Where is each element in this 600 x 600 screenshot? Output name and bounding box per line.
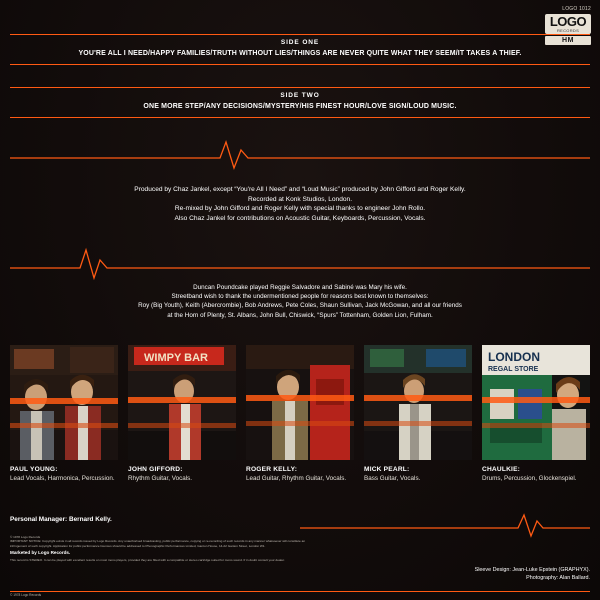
catalog-number: LOGO 1012 (562, 6, 591, 12)
band-member-caption (246, 465, 361, 483)
thanks-credit-line: Roy (Big Youth), Keith (Abercrombie), Bob Andrews, Pete Coles, Shaun Sullivan, Jack McGowan, and all our friends (138, 302, 462, 310)
legal-copyright: © 1978 Logo Records (10, 535, 41, 539)
bottom-copyright: © 1978 Logo Records (10, 593, 42, 597)
production-credit-line: Recorded at Konk Studios, London. (247, 195, 353, 203)
member-role: Rhythm Guitar, Vocals. (128, 475, 193, 482)
band-member-caption (364, 465, 474, 483)
divider-rule-3 (10, 87, 590, 88)
legal-notice-text: IMPORTANT NOTICE: Copyright exists in all records issued by Logo Records. Any unauthorised broadcasting, public performance, copying or re-recording of such records in any manner whatsoever will constitute an infringement of such copyright. Application for public performance licences should be addressed to Phonographic Performances Limited, Ganton House, 14-22 Ganton Street, London W1. (10, 539, 306, 548)
thanks-credits (0, 283, 600, 320)
side-two-tracklist: ONE MORE STEP/ANY DECISIONS/MYSTERY/HIS FINEST HOUR/LOVE SIGN/LOUD MUSIC. (143, 103, 457, 110)
production-credits (0, 185, 600, 223)
band-member-caption (482, 465, 597, 483)
photography-credit: Photography: Alan Ballard. (526, 575, 590, 581)
member-role: Lead Guitar, Rhythm Guitar, Vocals. (246, 475, 347, 482)
sleeve-credits (475, 566, 590, 582)
svg-text:REGAL STORE: REGAL STORE (488, 366, 539, 373)
personal-manager: Personal Manager: Bernard Kelly. (10, 516, 112, 523)
legal-stereo-text: This record is STEREO. It can be played with excellent results on most mono players, provided they are fitted with a compatible or stereo cartridge suited for mono sound. If in doubt consult your dealer. (10, 558, 285, 563)
waveform-line-3 (300, 512, 590, 538)
divider-rule-1 (10, 34, 590, 35)
production-credit-line: Also Chaz Jankel for contributions on Acoustic Guitar, Keyboards, Percussion, Vocals. (174, 214, 426, 222)
member-name: CHAULKIE: (482, 466, 521, 473)
svg-text:LONDON: LONDON (488, 350, 540, 364)
member-name: PAUL YOUNG: (10, 466, 58, 473)
divider-rule-2 (10, 64, 590, 65)
side-two-block (0, 92, 600, 110)
side-one-heading: SIDE ONE (280, 39, 320, 46)
production-credit-line: Re-mixed by John Gifford and Roger Kelly with special thanks to engineer John Rollo. (174, 205, 426, 213)
member-name: MICK PEARL: (364, 466, 410, 473)
member-name: JOHN GIFFORD: (128, 466, 183, 473)
production-credit-line: Produced by Chaz Jankel, except “You're All I Need” and “Loud Music” produced by John Gifford and Roger Kelly. (134, 186, 466, 193)
waveform-line-1 (10, 138, 590, 170)
thanks-credit-line: at the Horn of Plenty, St. Albans, John Bull, Chiswick, “Spurs” Tottenham, Golden Lion, Fulham. (167, 311, 433, 319)
band-member-photo (246, 345, 354, 460)
side-one-tracklist: YOU'RE ALL I NEED/HAPPY FAMILIES/TRUTH WITHOUT LIES/THINGS ARE NEVER QUITE WHAT THEY SEEM/IT TAKES A THIEF. (78, 50, 522, 57)
divider-rule-4 (10, 117, 590, 118)
band-member-photo (364, 345, 472, 460)
waveform-line-2 (10, 246, 590, 280)
band-member-caption (10, 465, 120, 483)
band-member-photo (482, 345, 590, 460)
thanks-credit-line: Streetband wish to thank the undermentioned people for reasons best known to themselves: (171, 293, 429, 301)
label-sub: RECORDS (556, 28, 580, 33)
band-member-caption (128, 465, 238, 483)
hm-badge: HM (545, 36, 591, 45)
marketed-by: Marketed by Logo Records. (10, 549, 71, 555)
legal-notice (10, 535, 310, 562)
sleeve-design-credit: Sleeve Design: Jean-Luke Epstein (GRAPHYX). (474, 567, 590, 573)
member-role: Bass Guitar, Vocals. (364, 475, 421, 482)
member-role: Drums, Percussion, Glockenspiel. (482, 475, 577, 482)
logo-badge (545, 14, 591, 34)
label-name: LOGO (549, 14, 587, 29)
band-member-photo (10, 345, 118, 460)
side-one-block (0, 39, 600, 57)
member-role: Lead Vocals, Harmonica, Percussion. (10, 475, 115, 482)
svg-text:WIMPY BAR: WIMPY BAR (144, 352, 208, 364)
side-two-heading: SIDE TWO (280, 92, 320, 99)
divider-rule-bottom (10, 591, 590, 592)
thanks-credit-line: Duncan Poundcake played Reggie Salvadore and Sabiné was Mary his wife. (193, 284, 407, 291)
band-photo-strip (10, 345, 590, 482)
band-member-photo (128, 345, 236, 460)
member-name: ROGER KELLY: (246, 466, 298, 473)
